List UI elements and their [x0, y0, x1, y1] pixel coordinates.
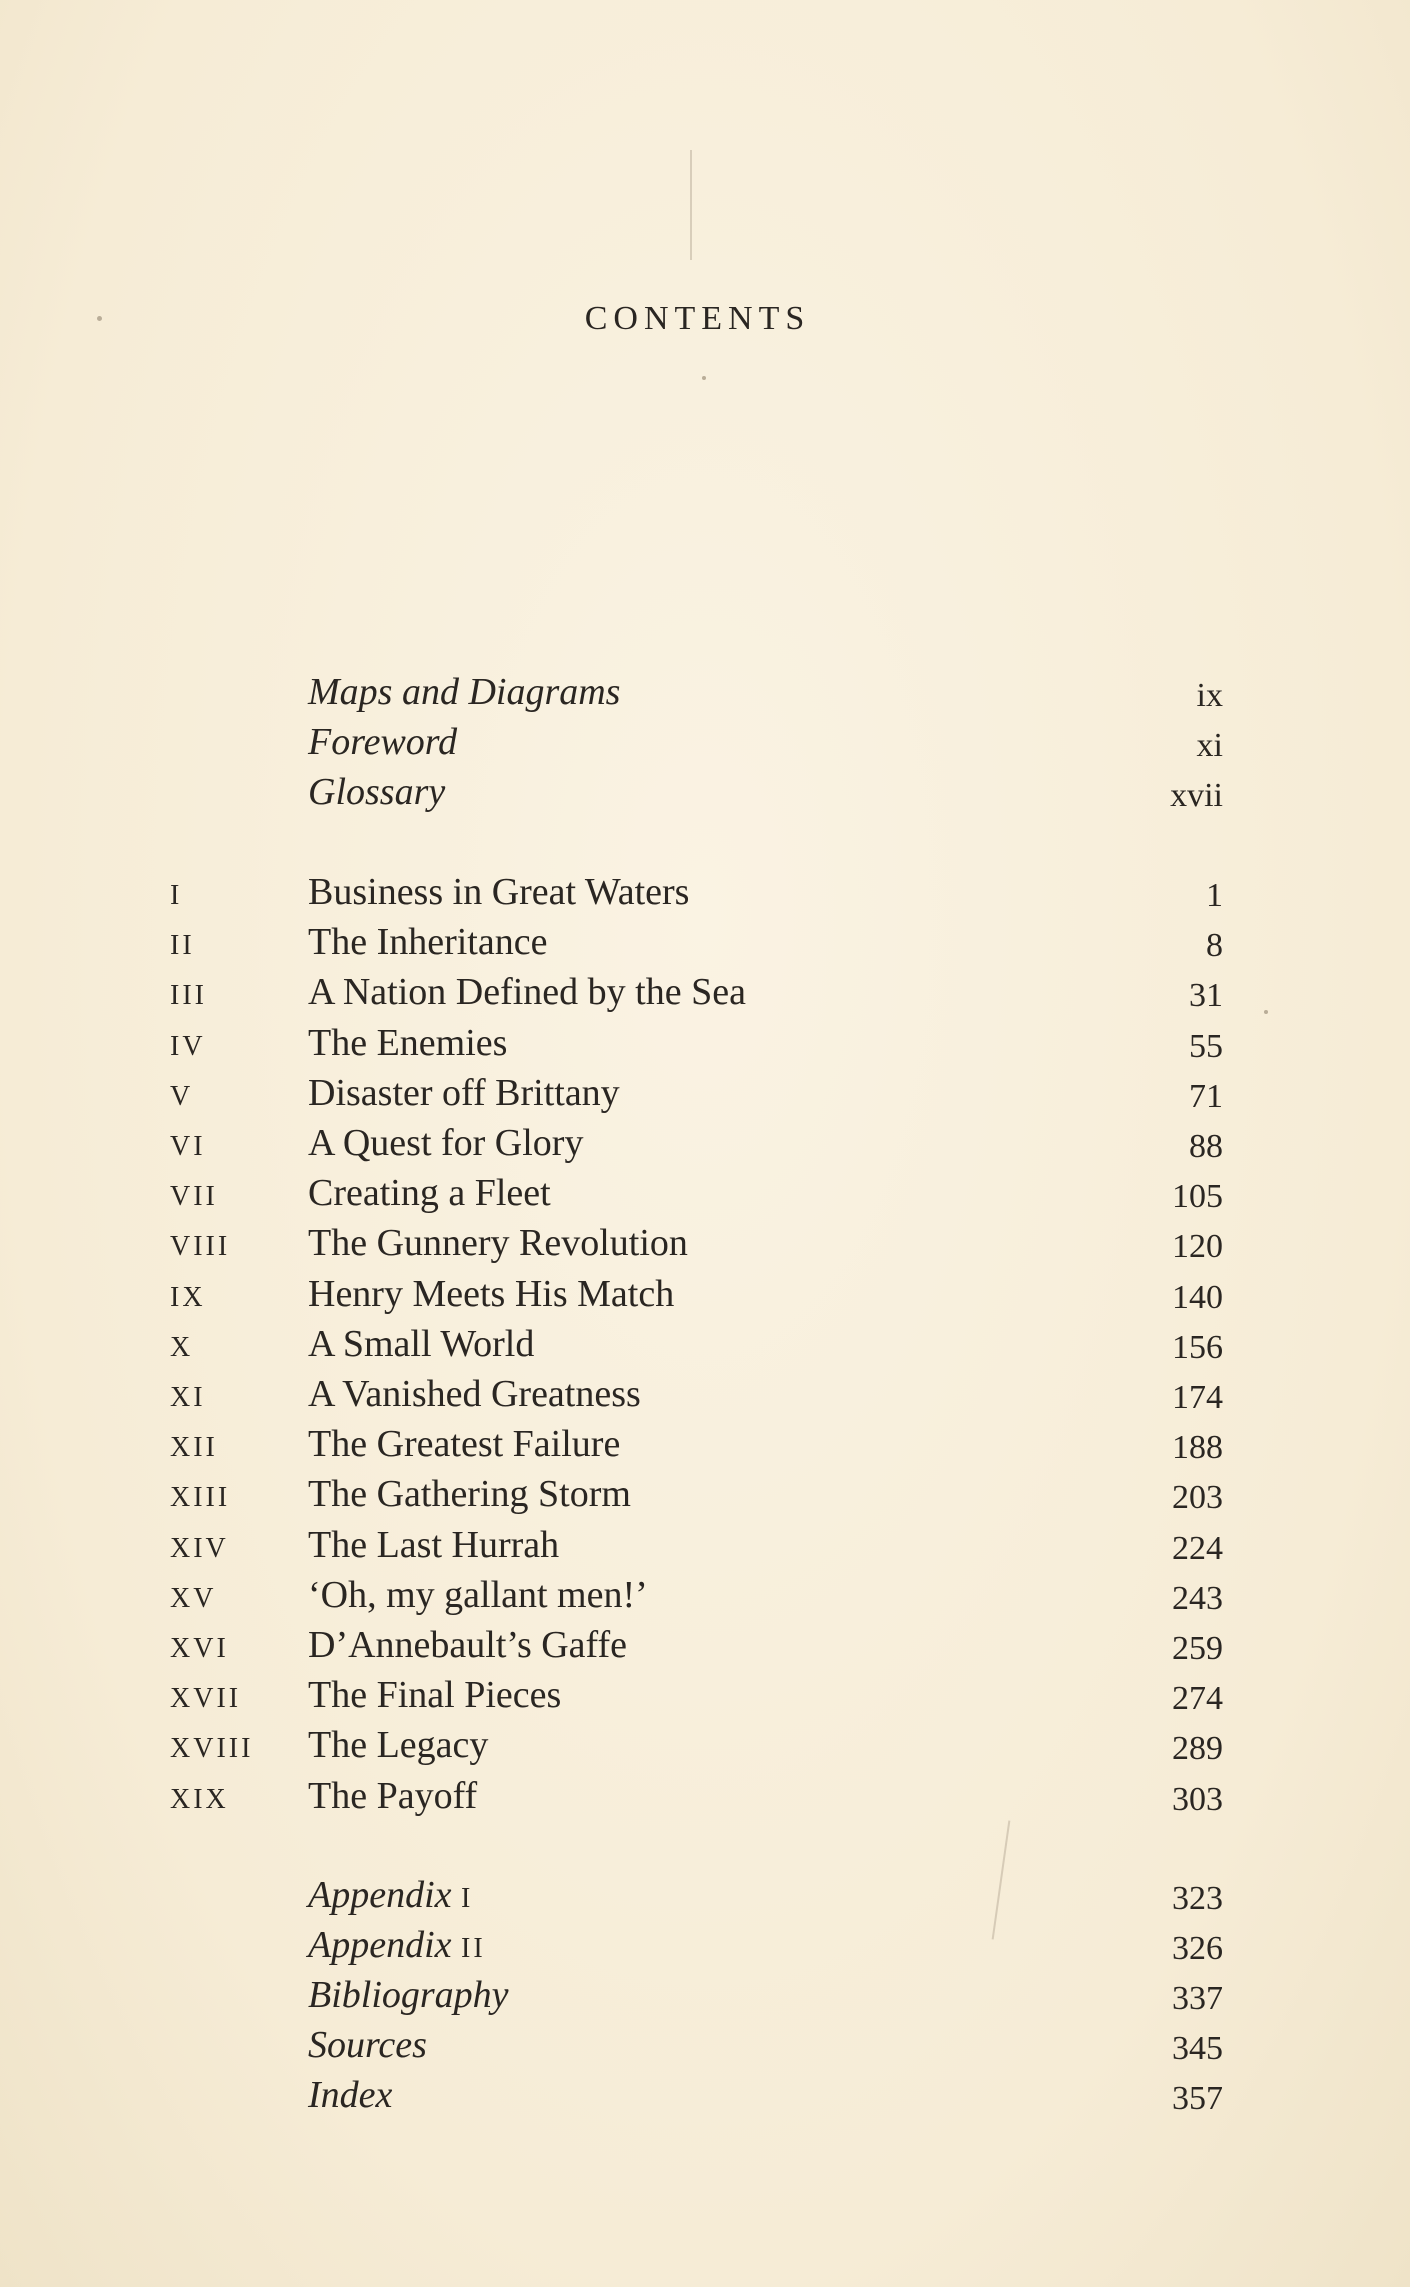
chapter-entry — [0, 1469, 1410, 1519]
entry-title: The Final Pieces — [308, 1674, 562, 1717]
entry-title: D’Annebault’s Gaffe — [308, 1624, 628, 1666]
entry-page-number: 345 — [1172, 2030, 1223, 2067]
chapter-entry — [0, 1118, 1410, 1168]
entry-page-number: 337 — [1172, 1980, 1223, 2017]
entry-title: Index — [308, 2074, 393, 2116]
chapter-entry — [0, 917, 1410, 967]
chapter-number: XVI — [170, 1633, 229, 1664]
entry-title: The Inheritance — [308, 921, 548, 964]
entry-page-number: 259 — [1172, 1630, 1223, 1667]
chapter-number: XIV — [170, 1532, 229, 1564]
entry-title: A Quest for Glory — [308, 1122, 584, 1164]
paper-speck — [702, 376, 706, 380]
front-matter-entry — [0, 667, 1410, 717]
entry-page-number: 303 — [1172, 1780, 1223, 1818]
chapter-number: XVII — [170, 1683, 242, 1715]
entry-page-number: 203 — [1172, 1479, 1223, 1517]
entry-page-number: xvii — [1170, 777, 1223, 814]
entry-page-number: 105 — [1172, 1178, 1223, 1216]
entry-title: Disaster off Brittany — [308, 1071, 620, 1114]
back-matter-entry — [0, 2070, 1410, 2120]
appendix-number: I — [461, 1883, 474, 1914]
entry-title: The Payoff — [308, 1774, 478, 1817]
chapter-number: IX — [170, 1281, 206, 1313]
chapter-number: XVIII — [170, 1733, 254, 1765]
chapter-entry — [0, 967, 1410, 1017]
entry-page-number: 31 — [1189, 977, 1223, 1015]
entry-page-number: 188 — [1172, 1429, 1223, 1467]
entry-title: The Gathering Storm — [308, 1473, 631, 1516]
entry-page-number: 140 — [1172, 1278, 1223, 1316]
entry-page-number: 1 — [1206, 877, 1223, 914]
chapter-entry — [0, 1369, 1410, 1419]
chapter-number: I — [170, 880, 183, 911]
entry-page-number: 88 — [1189, 1128, 1223, 1165]
back-matter-entry — [0, 1870, 1410, 1920]
chapter-entry — [0, 1570, 1410, 1620]
entry-page-number: 55 — [1189, 1027, 1223, 1065]
entry-title: A Vanished Greatness — [308, 1373, 641, 1415]
entry-title: Glossary — [308, 771, 446, 813]
page-crease — [690, 150, 692, 260]
chapter-number: II — [170, 930, 195, 962]
entry-title: Maps and Diagrams — [308, 671, 621, 713]
chapter-number: XII — [170, 1432, 218, 1464]
chapter-number: VII — [170, 1181, 218, 1213]
chapter-entry — [0, 1068, 1410, 1118]
chapter-number: VIII — [170, 1231, 231, 1263]
chapter-number: X — [170, 1331, 194, 1363]
chapter-entry — [0, 1269, 1410, 1319]
entry-title: The Legacy — [308, 1724, 489, 1767]
chapter-entry — [0, 1720, 1410, 1770]
entry-title: Creating a Fleet — [308, 1172, 551, 1215]
entry-page-number: 174 — [1172, 1379, 1223, 1416]
entry-page-number: 274 — [1172, 1680, 1223, 1718]
chapter-entry — [0, 1771, 1410, 1821]
chapter-number: V — [170, 1080, 194, 1112]
chapter-entry — [0, 1018, 1410, 1068]
chapter-number: IV — [170, 1030, 206, 1062]
entry-page-number: 71 — [1189, 1077, 1223, 1115]
entry-page-number: 323 — [1172, 1880, 1223, 1917]
chapter-number: XV — [170, 1582, 217, 1614]
back-matter-entry — [0, 1920, 1410, 1970]
entry-page-number: 156 — [1172, 1328, 1223, 1366]
entry-title: A Nation Defined by the Sea — [308, 971, 746, 1014]
entry-page-number: 8 — [1206, 927, 1223, 965]
chapter-entry — [0, 1319, 1410, 1369]
chapter-number: XIX — [170, 1783, 229, 1815]
entry-page-number: 243 — [1172, 1579, 1223, 1617]
entry-title: Bibliography — [308, 1974, 509, 2016]
entry-title: A Small World — [308, 1322, 535, 1365]
chapter-entry — [0, 1620, 1410, 1670]
entry-page-number: 120 — [1172, 1228, 1223, 1266]
chapter-number: VI — [170, 1131, 206, 1162]
back-matter-entry — [0, 1970, 1410, 2020]
chapter-number: XI — [170, 1382, 206, 1413]
entry-title: Henry Meets His Match — [308, 1272, 675, 1315]
appendix-number: II — [461, 1933, 486, 1964]
entry-title: The Enemies — [308, 1021, 508, 1064]
entry-page-number: xi — [1196, 727, 1223, 764]
page-title: CONTENTS — [584, 300, 811, 337]
front-matter-entry — [0, 717, 1410, 767]
entry-title: The Gunnery Revolution — [308, 1222, 688, 1265]
chapter-entry — [0, 867, 1410, 917]
chapter-entry — [0, 1218, 1410, 1268]
chapter-entry — [0, 1670, 1410, 1720]
entry-title: The Greatest Failure — [308, 1423, 621, 1466]
back-matter-entry — [0, 2020, 1410, 2070]
entry-title: Foreword — [308, 721, 458, 763]
entry-title: Business in Great Waters — [308, 871, 690, 913]
entry-title: ‘Oh, my gallant men!’ — [308, 1573, 648, 1616]
entry-page-number: 289 — [1172, 1730, 1223, 1768]
entry-page-number: ix — [1196, 677, 1223, 714]
chapter-entry — [0, 1168, 1410, 1218]
chapter-number: XIII — [170, 1482, 231, 1514]
entry-title: Appendix I — [308, 1874, 474, 1916]
entry-page-number: 326 — [1172, 1930, 1223, 1967]
front-matter-entry — [0, 767, 1410, 817]
entry-page-number: 357 — [1172, 2080, 1223, 2117]
entry-title: Sources — [308, 2024, 427, 2066]
chapter-number: III — [170, 980, 207, 1012]
chapter-entry — [0, 1419, 1410, 1469]
chapter-entry — [0, 1520, 1410, 1570]
entry-title: Appendix II — [308, 1924, 486, 1966]
entry-page-number: 224 — [1172, 1529, 1223, 1567]
entry-title: The Last Hurrah — [308, 1523, 560, 1566]
